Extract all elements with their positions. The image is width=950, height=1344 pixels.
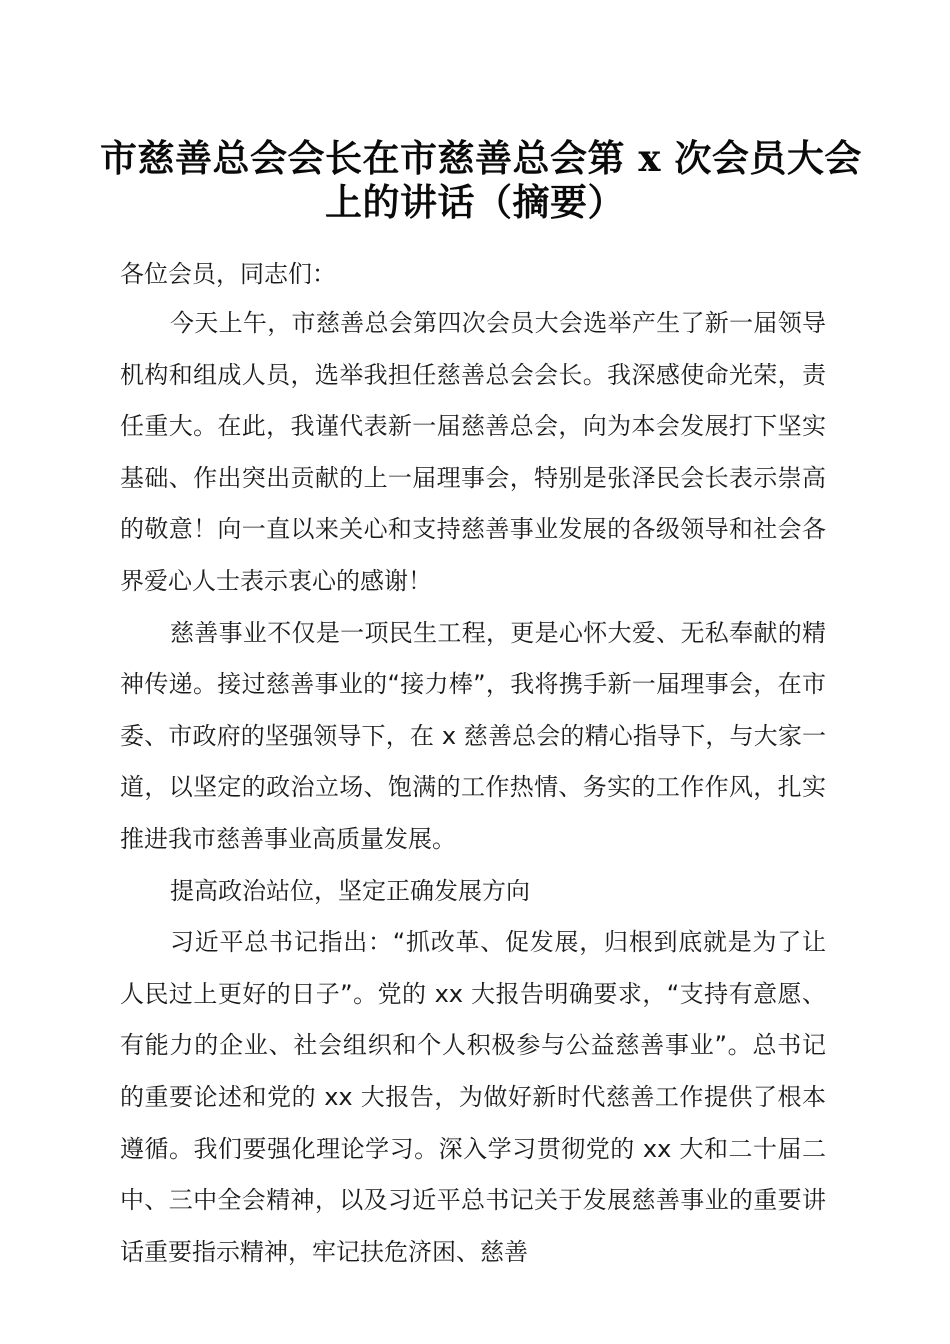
paragraph-opening: 今天上午，市慈善总会第四次会员大会选举产生了新一届领导机构和组成人员，选举我担任慈善总会会长。我深感使命光荣，责任重大。在此，我谨代表新一届慈善总会，向为本会发展打下坚实基础、作出突出贡献的上一届理事会，特别是张泽民会长表示崇高的敬意！向一直以来关心和支持慈善事业发展的各级领导和社会各界爱心人士表示衷心的感谢！: [120, 309, 826, 595]
salutation: 各位会员，同志们：: [120, 260, 336, 288]
document-body: [120, 250, 826, 1278]
paragraph-mission: 慈善事业不仅是一项民生工程，更是心怀大爱、无私奉献的精神传递。接过慈善事业的“接力棒”，我将携手新一届理事会，在市委、市政府的坚强领导下，在 x 慈善总会的精心指导下，与大家一道，以坚定的政治立场、饱满的工作热情、务实的工作作风，扎实推进我市慈善事业高质量发展。: [120, 618, 826, 853]
title-line-1: 市慈善总会会长在市慈善总会第 x 次会员大会: [100, 136, 862, 180]
document-title: [100, 136, 862, 224]
title-line-2: 上的讲话（摘要）: [325, 180, 625, 224]
section-heading: 提高政治站位，坚定正确发展方向: [170, 876, 530, 905]
paragraph-section: 习近平总书记指出：“抓改革、促发展，归根到底就是为了让人民过上更好的日子”。党的 xx 大报告明确要求，“支持有意愿、有能力的企业、社会组织和个人积极参与公益慈善事业”。总书记的重要论述和党的 xx 大报告，为做好新时代慈善工作提供了根本遵循。我们要强化理论学习。深入学习贯彻党的 xx 大和二十届二中、三中全会精神，以及习近平总书记关于发展慈善事业的重要讲话重要指示精神，牢记扶危济困、慈善: [120, 928, 826, 1266]
